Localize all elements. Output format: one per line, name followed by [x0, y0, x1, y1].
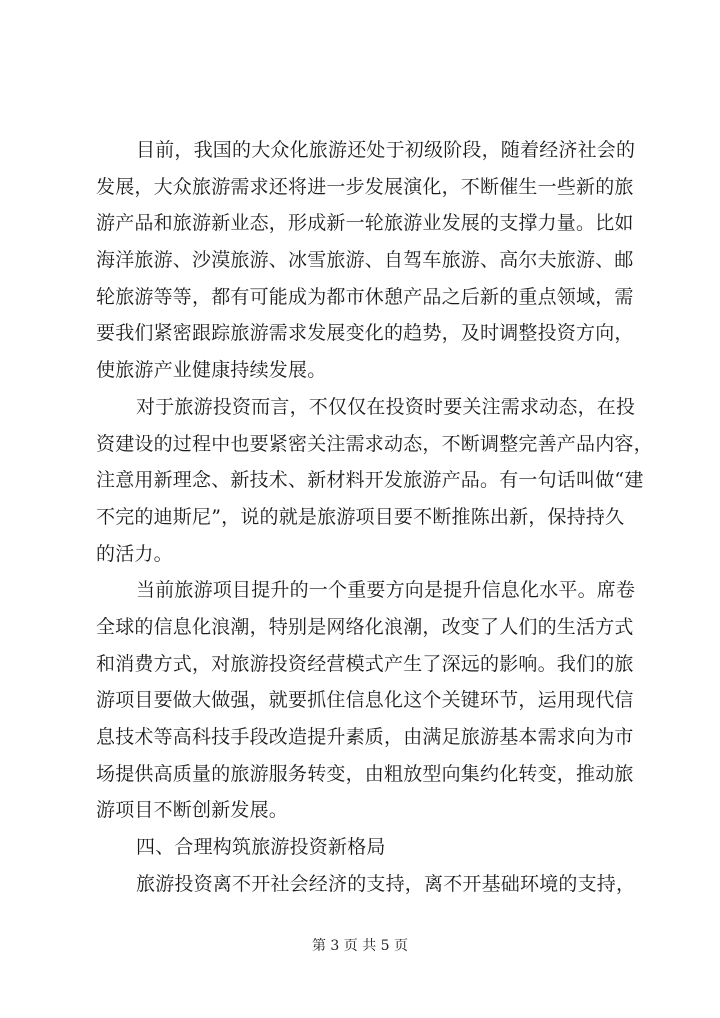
paragraph-line: 海洋旅游、沙漠旅游、冰雪旅游、自驾车旅游、高尔夫旅游、邮	[96, 249, 634, 272]
paragraph-line: 注意用新理念、新技术、新材料开发旅游产品。有一句话叫做“建	[96, 469, 644, 492]
paragraph-line: 资建设的过程中也要紧密关注需求动态，不断调整完善产品内容，	[96, 432, 653, 455]
paragraph-line: 游产品和旅游新业态，形成新一轮旅游业发展的支撑力量。比如	[96, 212, 634, 235]
paragraph-line: 的活力。	[96, 542, 173, 565]
paragraph-line: 轮旅游等等，都有可能成为都市休憩产品之后新的重点领域，需	[96, 285, 634, 308]
paragraph-line: 息技术等高科技手段改造提升素质，由满足旅游基本需求向为市	[96, 726, 634, 748]
document-body	[96, 132, 653, 902]
paragraph-line: 旅游投资离不开社会经济的支持，离不开基础环境的支持，	[136, 872, 636, 895]
paragraph-line: 场提供高质量的旅游服务转变，由粗放型向集约化转变，推动旅	[96, 762, 634, 785]
paragraph-line: 目前，我国的大众化旅游还处于初级阶段，随着经济社会的	[136, 139, 636, 161]
paragraph-line: 全球的信息化浪潮，特别是网络化浪潮，改变了人们的生活方式	[96, 615, 634, 638]
paragraph-line: 要我们紧密跟踪旅游需求发展变化的趋势，及时调整投资方向，	[96, 322, 634, 345]
paragraph-line: 游项目不断创新发展。	[96, 799, 289, 822]
paragraph-line: 当前旅游项目提升的一个重要方向是提升信息化水平。席卷	[136, 579, 636, 602]
paragraph-line: 不完的迪斯尼”，说的就是旅游项目要不断推陈出新，保持持久	[96, 505, 625, 528]
section-heading: 四、合理构筑旅游投资新格局	[136, 836, 386, 859]
page-number-footer: 第 3 页 共 5 页	[311, 938, 409, 954]
paragraph-line: 游项目要做大做强，就要抓住信息化这个关键环节，运用现代信	[96, 689, 634, 712]
paragraph-line: 和消费方式，对旅游投资经营模式产生了深远的影响。我们的旅	[96, 652, 634, 675]
paragraph-line: 使旅游产业健康持续发展。	[96, 359, 327, 382]
paragraph-line: 发展，大众旅游需求还将进一步发展演化，不断催生一些新的旅	[96, 175, 634, 198]
paragraph-line: 对于旅游投资而言，不仅仅在投资时要关注需求动态，在投	[136, 395, 636, 418]
